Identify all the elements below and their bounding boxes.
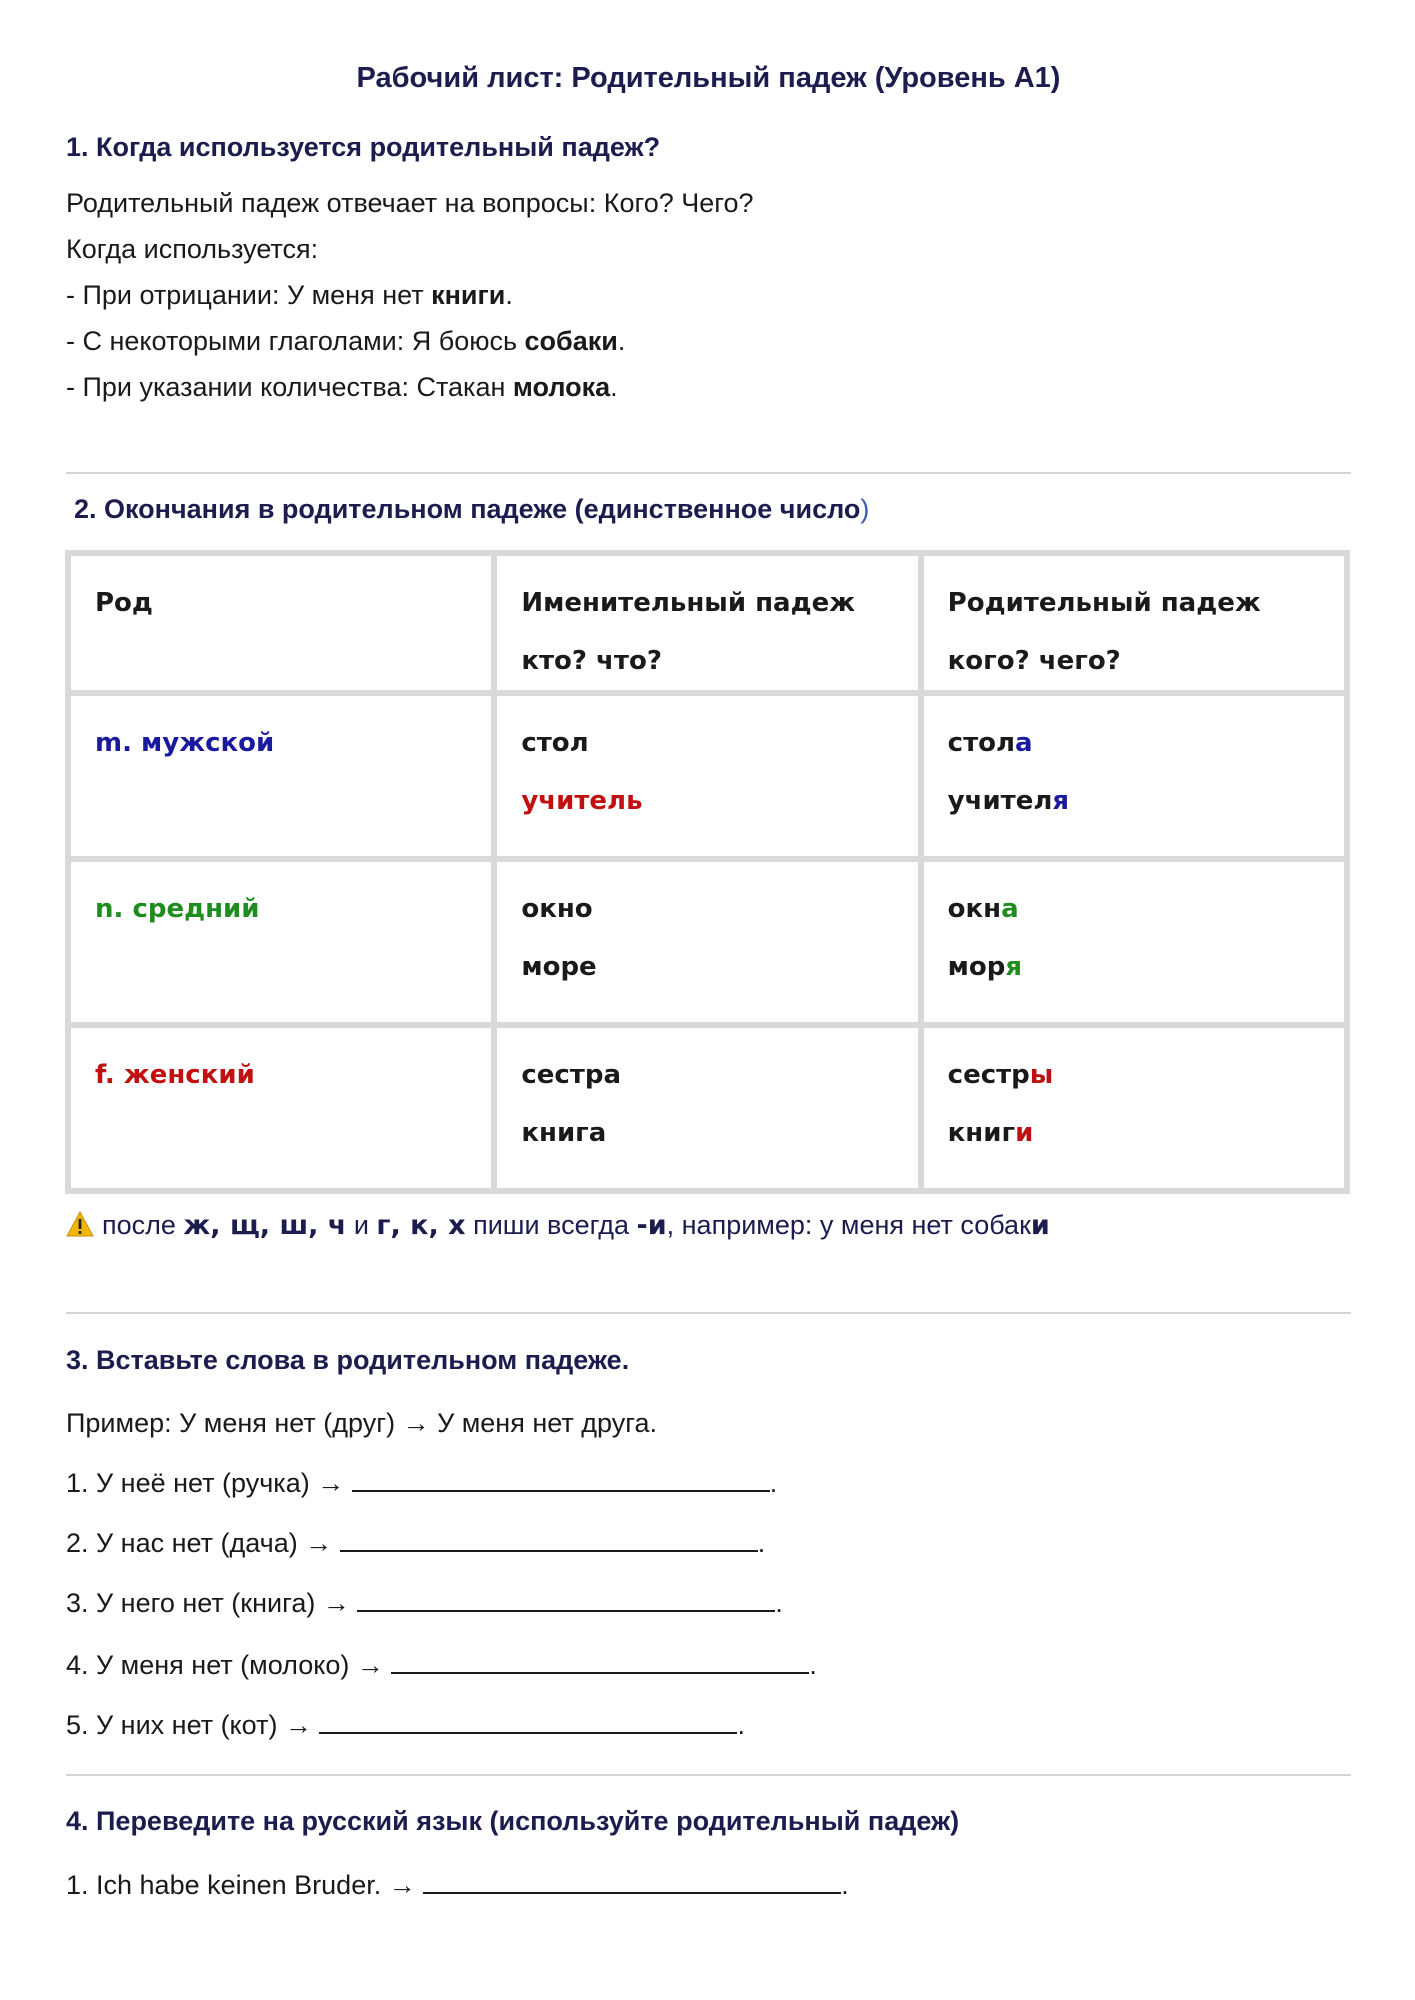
genitive-cell	[924, 862, 1344, 1022]
section-3-example: Пример: У меня нет (друг) → У меня нет друга.	[66, 1408, 657, 1438]
header-cell-gender	[71, 556, 491, 690]
nominative-word: море	[521, 952, 597, 982]
item-suffix: .	[505, 280, 513, 310]
genitive-word	[948, 714, 1320, 772]
table-row-masculine	[71, 696, 1344, 856]
genitive-stem: книг	[947, 1118, 1016, 1148]
translation-item: 1. Ich habe keinen Bruder. → .	[66, 1870, 849, 1900]
table-row-neuter	[71, 862, 1344, 1022]
genitive-ending: а	[1015, 728, 1033, 758]
genitive-ending: ы	[1029, 1060, 1054, 1090]
nominative-word: окно	[521, 894, 593, 924]
note-ending: -и	[636, 1210, 667, 1241]
divider	[66, 1312, 1351, 1314]
warning-icon	[66, 1211, 94, 1237]
section-1-item	[66, 372, 618, 403]
worksheet-title: Рабочий лист: Родительный падеж (Уровень A1)	[356, 62, 1061, 94]
genitive-ending: я	[1005, 952, 1023, 982]
genitive-stem: мор	[947, 952, 1006, 982]
note-text: и	[346, 1210, 377, 1240]
endings-table	[65, 550, 1350, 1194]
section-1-item	[66, 280, 513, 311]
nominative-word: стол	[521, 728, 589, 758]
answer-blank[interactable]	[352, 1468, 770, 1492]
item-example-word: молока	[512, 372, 611, 402]
spelling-rule-note	[66, 1210, 1050, 1241]
genitive-word	[948, 1046, 1320, 1104]
nominative-cell	[497, 696, 917, 856]
exercise-item: 3. У него нет (книга) → .	[66, 1588, 783, 1618]
divider	[66, 472, 1351, 474]
genitive-stem: сестр	[947, 1060, 1030, 1090]
nominative-cell	[497, 862, 917, 1022]
section-1-intro: Родительный падеж отвечает на вопросы: Кого? Чего?	[66, 188, 754, 218]
section-3-heading: 3. Вставьте слова в родительном падеже.	[66, 1345, 630, 1375]
answer-blank[interactable]	[340, 1528, 758, 1552]
section-1-heading: 1. Когда используется родительный падеж?	[66, 132, 661, 162]
header-gender-label: Род	[95, 588, 153, 618]
divider	[66, 1774, 1351, 1776]
gender-cell	[71, 696, 491, 856]
table-header-row	[71, 556, 1344, 690]
exercise-prompt: 1. У неё нет (ручка) →	[66, 1468, 345, 1498]
exercise-prompt: 5. У них нет (кот) →	[66, 1710, 312, 1740]
genitive-word	[948, 938, 1320, 996]
answer-blank[interactable]	[391, 1650, 809, 1674]
answer-blank[interactable]	[357, 1588, 775, 1612]
nominative-word: сестра	[521, 1060, 622, 1090]
item-text: - При указании количества: Стакан	[66, 372, 513, 402]
genitive-cell	[924, 696, 1344, 856]
header-genitive-questions: кого? чего?	[947, 646, 1121, 676]
genitive-stem: окн	[947, 894, 1002, 924]
header-cell-nominative	[497, 556, 917, 690]
section-1-when: Когда используется:	[66, 234, 319, 264]
exercise-prompt: 2. У нас нет (дача) →	[66, 1528, 333, 1558]
note-letters: г, к, х	[376, 1210, 466, 1241]
header-nominative-questions: кто? что?	[521, 646, 662, 676]
note-letters: ж, щ, ш, ч	[183, 1210, 347, 1241]
exercise-item: 5. У них нет (кот) → .	[66, 1710, 745, 1740]
gender-cell	[71, 862, 491, 1022]
exercise-item: 1. У неё нет (ручка) → .	[66, 1468, 778, 1498]
exercise-prompt: 4. У меня нет (молоко) →	[66, 1650, 384, 1680]
item-text: - С некоторыми глаголами: Я боюсь	[66, 326, 525, 356]
genitive-stem: учител	[947, 786, 1053, 816]
note-ending: и	[1030, 1210, 1050, 1241]
note-text: пиши всегда	[465, 1210, 637, 1240]
item-suffix: .	[610, 372, 618, 402]
table-row-feminine	[71, 1028, 1344, 1188]
gender-label: n. средний	[95, 894, 260, 924]
header-cell-genitive	[924, 556, 1344, 690]
genitive-word	[948, 880, 1320, 938]
item-example-word: собаки	[524, 326, 618, 356]
gender-cell	[71, 1028, 491, 1188]
nominative-cell	[497, 1028, 917, 1188]
item-suffix: .	[617, 326, 626, 356]
item-example-word: книги	[431, 280, 506, 310]
genitive-ending: и	[1015, 1118, 1034, 1148]
header-nominative-label: Именительный падеж	[521, 588, 856, 618]
genitive-cell	[924, 1028, 1344, 1188]
answer-blank[interactable]	[423, 1870, 841, 1894]
section-4-heading: 4. Переведите на русский язык (используйте родительный падеж)	[66, 1806, 960, 1836]
item-text: - При отрицании: У меня нет	[66, 280, 432, 310]
genitive-word	[948, 1104, 1320, 1162]
section-2-heading-text: 2. Окончания в родительном падеже (единственное число	[74, 494, 861, 524]
header-genitive-label: Родительный падеж	[947, 588, 1261, 618]
gender-label: m. мужской	[95, 728, 275, 758]
section-2-heading	[74, 494, 869, 525]
genitive-stem: стол	[947, 728, 1016, 758]
exercise-item: 2. У нас нет (дача) → .	[66, 1528, 766, 1558]
note-text: после	[102, 1210, 184, 1240]
genitive-ending: а	[1001, 894, 1019, 924]
exercise-item: 4. У меня нет (молоко) → .	[66, 1650, 817, 1680]
gender-label: f. женский	[95, 1060, 255, 1090]
nominative-word: учитель	[521, 786, 643, 816]
note-text: , например: у меня нет собак	[666, 1210, 1031, 1240]
genitive-ending: я	[1052, 786, 1070, 816]
nominative-word: книга	[521, 1118, 607, 1148]
translation-prompt: 1. Ich habe keinen Bruder. →	[66, 1870, 416, 1900]
exercise-prompt: 3. У него нет (книга) →	[66, 1588, 350, 1618]
genitive-word	[948, 772, 1320, 830]
section-2-heading-paren: )	[860, 494, 870, 524]
answer-blank[interactable]	[319, 1710, 737, 1734]
section-1-item	[66, 326, 625, 357]
